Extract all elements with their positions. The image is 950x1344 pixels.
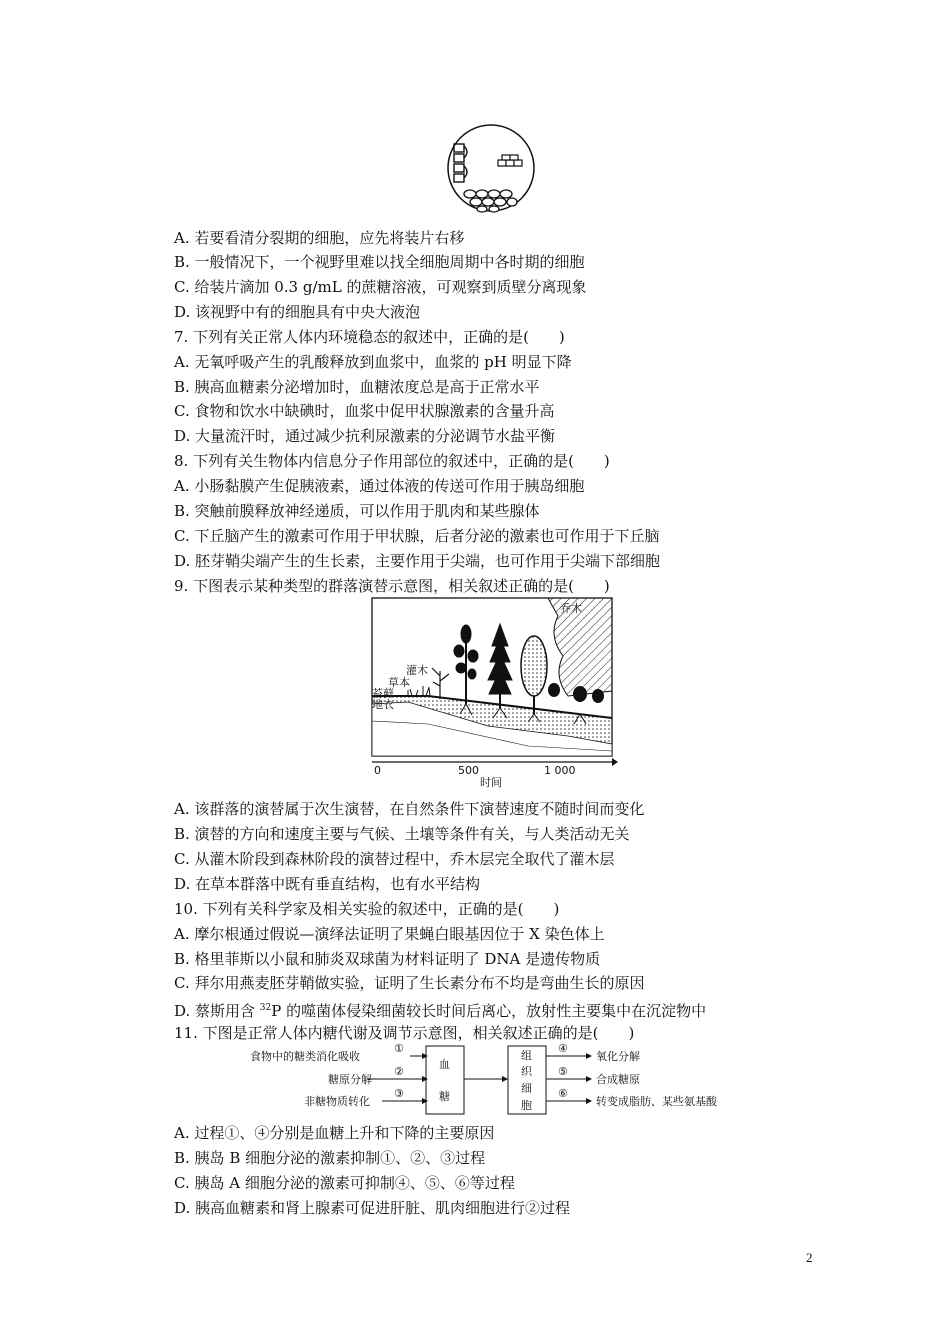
tissue-char-2: 织: [521, 1065, 532, 1078]
blood-char-1: 血: [439, 1058, 450, 1071]
q7-option-b: B. 胰高血糖素分泌增加时，血糖浓度总是高于正常水平: [174, 378, 540, 396]
succession-figure: [368, 596, 618, 789]
q10-option-b: B. 格里菲斯以小鼠和肺炎双球菌为材料证明了 DNA 是遗传物质: [174, 950, 601, 968]
mark-4: ④: [558, 1042, 568, 1055]
label-shrub: 灌木: [406, 664, 428, 677]
q11-option-d: D. 胰高血糖素和肾上腺素可促进肝脏、肌肉细胞进行②过程: [174, 1199, 571, 1217]
q10-option-a: A. 摩尔根通过假说—演绎法证明了果蝇白眼基因位于 X 染色体上: [174, 925, 605, 943]
blood-char-2: 糖: [439, 1090, 450, 1103]
q11-stem: 11. 下图是正常人体内糖代谢及调节示意图，相关叙述正确的是( ): [174, 1024, 635, 1042]
tissue-char-3: 细: [521, 1082, 532, 1095]
q9-option-c: C. 从灌木阶段到森林阶段的演替过程中，乔木层完全取代了灌木层: [174, 850, 615, 868]
succession-drawing: [368, 596, 618, 786]
input-gluconeogenesis: 非糖物质转化: [304, 1095, 370, 1108]
tissue-char-1: 组: [521, 1049, 532, 1062]
isotope-superscript: 32: [259, 1003, 272, 1013]
q10-option-c: C. 拜尔用燕麦胚芽鞘做实验，证明了生长素分布不均是弯曲生长的原因: [174, 974, 645, 992]
q10-option-d-post: P 的噬菌体侵染细菌较长时间后离心，放射性主要集中在沉淀物中: [271, 1002, 707, 1020]
mark-1: ①: [394, 1042, 404, 1055]
q7-stem: 7. 下列有关正常人体内环境稳态的叙述中，正确的是( ): [174, 328, 565, 346]
label-lichen: 地衣: [372, 698, 394, 711]
label-tree: 乔木: [560, 602, 582, 615]
q7-option-a: A. 无氧呼吸产生的乳酸释放到血浆中，血浆的 pH 明显下降: [174, 353, 572, 371]
q11-option-a: A. 过程①、④分别是血糖上升和下降的主要原因: [174, 1124, 495, 1142]
q8-option-a: A. 小肠黏膜产生促胰液素，通过体液的传送可作用于胰岛细胞: [174, 477, 585, 495]
q9-stem: 9. 下图表示某种类型的群落演替示意图，相关叙述正确的是( ): [174, 577, 610, 595]
q9-option-d: D. 在草本群落中既有垂直结构，也有水平结构: [174, 875, 481, 893]
mark-2: ②: [394, 1065, 404, 1078]
output-oxidation: 氧化分解: [596, 1050, 640, 1063]
q8-option-b: B. 突触前膜释放神经递质，可以作用于肌肉和某些腺体: [174, 502, 540, 520]
glucose-metabolism-figure: [240, 1044, 740, 1118]
input-digestion: 食物中的糖类消化吸收: [250, 1050, 360, 1063]
q6-option-b: B. 一般情况下，一个视野里难以找全细胞周期中各时期的细胞: [174, 253, 585, 271]
q6-option-a: A. 若要看清分裂期的细胞，应先将装片右移: [174, 229, 465, 247]
q9-option-b: B. 演替的方向和速度主要与气候、土壤等条件有关，与人类活动无关: [174, 825, 630, 843]
q8-option-d: D. 胚芽鞘尖端产生的生长素，主要作用于尖端，也可作用于尖端下部细胞: [174, 552, 661, 570]
axis-tick-1000: 1 000: [544, 764, 576, 777]
q9-option-a: A. 该群落的演替属于次生演替，在自然条件下演替速度不随时间而变化: [174, 800, 645, 818]
mark-6: ⑥: [558, 1087, 568, 1100]
mark-3: ③: [394, 1087, 404, 1100]
q7-option-d: D. 大量流汗时，通过减少抗利尿激素的分泌调节水盐平衡: [174, 427, 556, 445]
q10-option-d-pre: D. 蔡斯用含: [174, 1002, 260, 1020]
output-glycogen-synthesis: 合成糖原: [596, 1073, 640, 1086]
q11-option-c: C. 胰岛 A 细胞分泌的激素可抑制④、⑤、⑥等过程: [174, 1174, 515, 1192]
output-conversion: 转变成脂肪、某些氨基酸: [596, 1095, 717, 1108]
page-number: 2: [806, 1250, 813, 1265]
q8-option-c: C. 下丘脑产生的激素可作用于甲状腺，后者分泌的激素也可作用于下丘脑: [174, 527, 660, 545]
q10-stem: 10. 下列有关科学家及相关实验的叙述中，正确的是( ): [174, 900, 560, 918]
tissue-char-4: 胞: [521, 1099, 532, 1112]
label-moss: 苔藓: [372, 687, 394, 700]
microscope-field-figure: [446, 122, 536, 214]
q6-option-d: D. 该视野中有的细胞具有中央大液泡: [174, 303, 421, 321]
q10-option-d: [174, 997, 706, 1022]
q7-option-c: C. 食物和饮水中缺碘时，血浆中促甲状腺激素的含量升高: [174, 402, 555, 420]
input-glycogenolysis: 糖原分解: [328, 1073, 372, 1086]
axis-label-time: 时间: [480, 776, 502, 789]
q11-option-b: B. 胰岛 B 细胞分泌的激素抑制①、②、③过程: [174, 1149, 486, 1167]
mark-5: ⑤: [558, 1065, 568, 1078]
axis-tick-0: 0: [374, 764, 381, 777]
q6-option-c: C. 给装片滴加 0.3 g/mL 的蔗糖溶液，可观察到质壁分离现象: [174, 278, 587, 296]
q8-stem: 8. 下列有关生物体内信息分子作用部位的叙述中，正确的是( ): [174, 452, 610, 470]
label-herb: 草本: [388, 676, 410, 689]
axis-tick-500: 500: [458, 764, 479, 777]
